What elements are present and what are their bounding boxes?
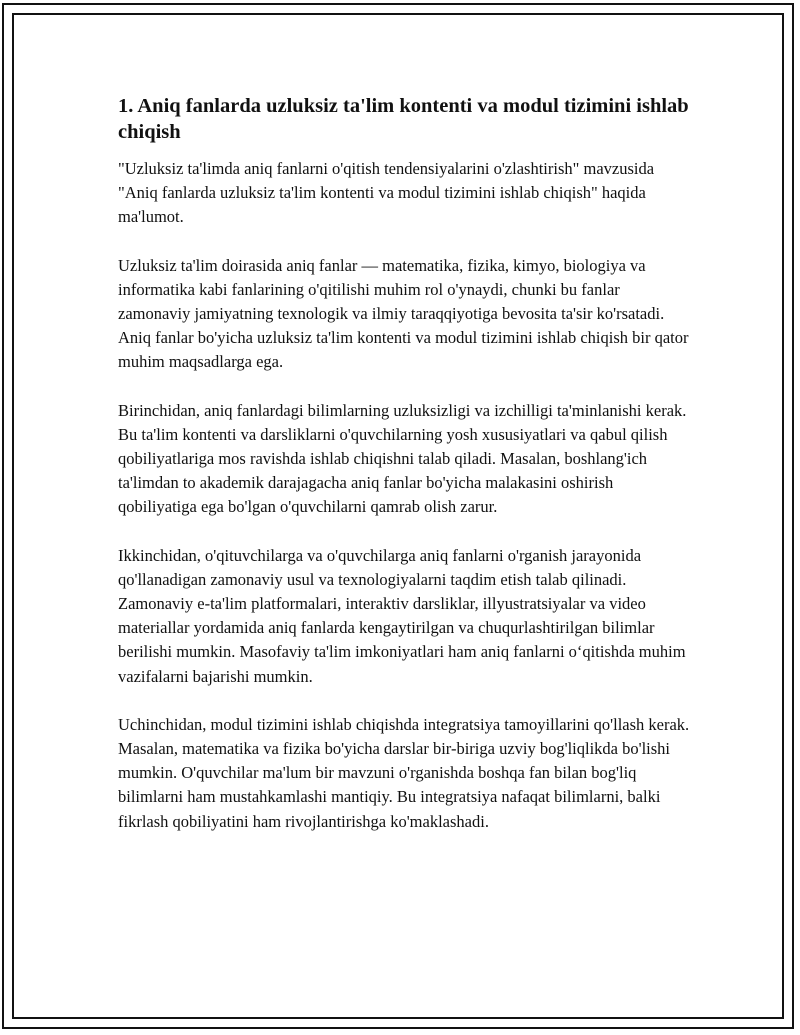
paragraph-second: Ikkinchidan, o'qituvchilarga va o'quvchilarga aniq fanlarni o'rganish jarayonida qo'llanadigan zamonaviy usul va texnologiyalarni taqdim etish talab qilinadi. Zamonaviy e-ta'lim platformalari, interaktiv darsliklar, illyustratsiyalar va video materiallar yordamida aniq fanlarda kengaytirilgan va chuqurlashtirilgan bilimlar berilishi mumkin. Masofaviy ta'lim imkoniyatlari ham aniq fanlarni o‘qitishda muhim vazifalarni bajarishi mumkin. — [118, 545, 686, 686]
paragraph-intro: "Uzluksiz ta'limda aniq fanlarni o'qitish tendensiyalarini o'zlashtirish" mavzusida "Aniq fanlarda uzluksiz ta'lim kontenti va modul tizimini ishlab chiqish" haqida ma'lumot. — [118, 159, 655, 227]
document-title: 1. Aniq fanlarda uzluksiz ta'lim kontenti va modul tizimini ishlab chiqish — [118, 95, 689, 143]
paragraph-first: Birinchidan, aniq fanlardagi bilimlarning uzluksizligi va izchilligi ta'minlanishi kerak. Bu ta'lim kontenti va darsliklarni o'quvchilarning yosh xususiyatlari va qabul qilish qobiliyatlariga mos ravishda ishlab chiqishni talab qiladi. Masalan, boshlang'ich ta'limdan to akademik darajagacha aniq fanlar bo'yicha malakasini oshirish qobiliyatiga ega bo'lgan o'quvchilarni qamrab olish zarur. — [118, 400, 687, 517]
document-body — [118, 93, 696, 858]
paragraph-overview: Uzluksiz ta'lim doirasida aniq fanlar — matematika, fizika, kimyo, biologiya va informatika kabi fanlarining o'qitilishi muhim rol o'ynaydi, chunki bu fanlar zamonaviy jamiyatning texnologik va ilmiy taraqqiyotiga bevosita ta'sir ko'rsatadi. Aniq fanlar bo'yicha uzluksiz ta'lim kontenti va modul tizimini ishlab chiqish bir qator muhim maqsadlarga ega. — [118, 255, 689, 372]
paragraph-third: Uchinchidan, modul tizimini ishlab chiqishda integratsiya tamoyillarini qo'llash kerak. Masalan, matematika va fizika bo'yicha darslar bir-biriga uzviy bog'liqlikda bo'lishi mumkin. O'quvchilar ma'lum bir mavzuni o'rganishda boshqa fan bilan bog'liq bilimlarni ham mustahkamlashi mantiqiy. Bu integratsiya nafaqat bilimlarni, balki fikrlash qobiliyatini ham rivojlantirishga ko'maklashadi. — [118, 714, 690, 831]
